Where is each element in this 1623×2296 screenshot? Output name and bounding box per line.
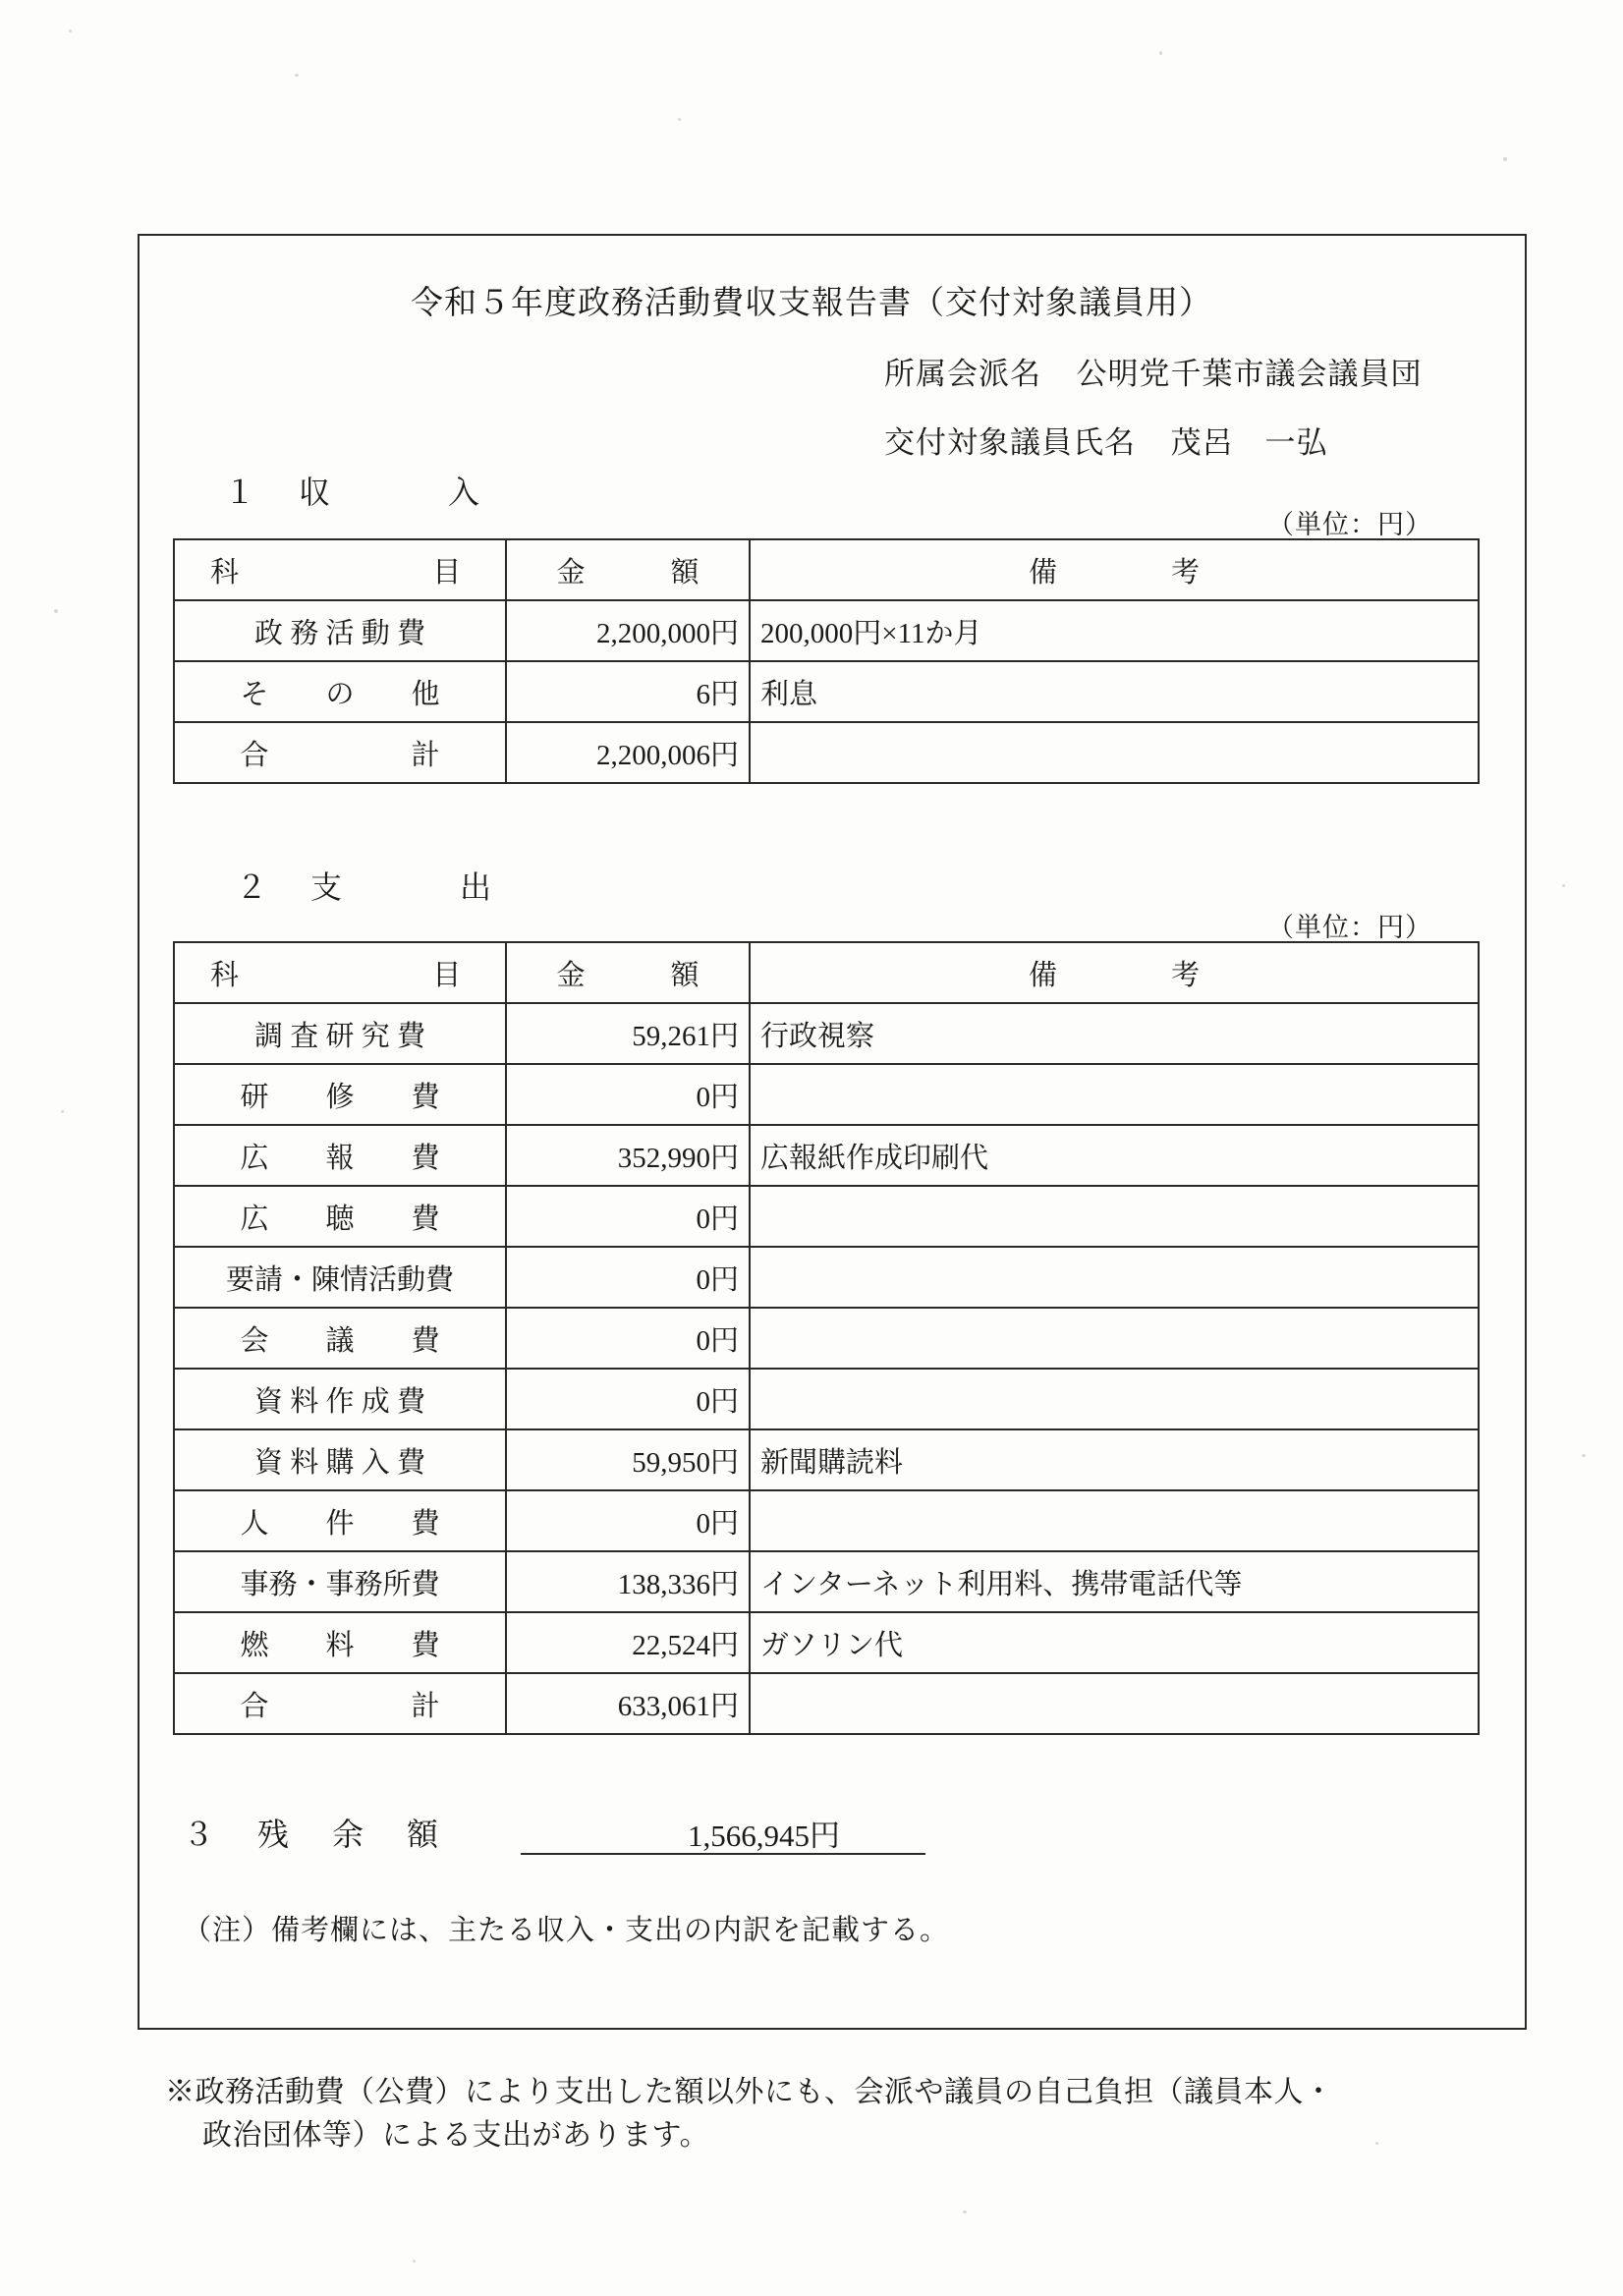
scan-speckle xyxy=(963,2211,967,2213)
expense-item: 事務・事務所費 xyxy=(174,1551,506,1612)
table-row xyxy=(174,1429,1479,1490)
income-item: 合 計 xyxy=(174,722,506,783)
expense-item: 燃 料 費 xyxy=(174,1612,506,1673)
scan-speckle xyxy=(1159,51,1162,55)
table-row xyxy=(174,1308,1479,1369)
table-row xyxy=(174,1003,1479,1064)
expense-item: 合 計 xyxy=(174,1673,506,1734)
scan-speckle xyxy=(1582,1454,1586,1457)
member-line xyxy=(884,418,1328,462)
expense-note: インターネット利用料、携帯電話代等 xyxy=(750,1551,1479,1612)
affiliation-value: 公明党千葉市議会議員団 xyxy=(1076,357,1423,391)
income-item: 政 務 活 動 費 xyxy=(174,600,506,661)
member-label: 交付対象議員氏名 xyxy=(884,425,1136,460)
expense-note: 新聞購読料 xyxy=(750,1429,1479,1490)
affiliation-label: 所属会派名 xyxy=(884,357,1041,391)
expense-col-item: 科 目 xyxy=(174,942,506,1003)
scan-speckle xyxy=(1562,884,1565,887)
table-note: （注）備考欄には、主たる収入・支出の内訳を記載する。 xyxy=(183,1915,950,1946)
expense-item: 広 報 費 xyxy=(174,1125,506,1186)
scan-speckle xyxy=(54,609,58,613)
expense-amount: 138,336円 xyxy=(506,1551,750,1612)
table-row xyxy=(174,1551,1479,1612)
scan-speckle xyxy=(295,74,299,77)
balance-heading: ３ 残 余 額 xyxy=(183,1817,445,1852)
expense-note: 広報紙作成印刷代 xyxy=(750,1125,1479,1186)
income-note xyxy=(750,722,1479,783)
expense-note xyxy=(750,1369,1479,1429)
expense-item: 資 料 購 入 費 xyxy=(174,1429,506,1490)
expense-item: 人 件 費 xyxy=(174,1490,506,1551)
expense-note xyxy=(750,1673,1479,1734)
table-header-row xyxy=(174,539,1479,600)
expense-item: 調 査 研 究 費 xyxy=(174,1003,506,1064)
table-row xyxy=(174,1490,1479,1551)
table-row xyxy=(174,661,1479,722)
expense-note: 行政視察 xyxy=(750,1003,1479,1064)
table-row xyxy=(174,1612,1479,1673)
expense-amount: 0円 xyxy=(506,1064,750,1125)
affiliation-line xyxy=(884,349,1423,393)
footnote-line-2: 政治団体等）による支出があります。 xyxy=(202,2118,710,2152)
table-row xyxy=(174,1064,1479,1125)
expense-amount: 59,261円 xyxy=(506,1003,750,1064)
scan-speckle xyxy=(61,1110,64,1113)
income-amount: 2,200,000円 xyxy=(506,600,750,661)
income-amount: 2,200,006円 xyxy=(506,722,750,783)
income-col-item: 科 目 xyxy=(174,539,506,600)
table-row xyxy=(174,600,1479,661)
expense-note xyxy=(750,1308,1479,1369)
expense-amount: 0円 xyxy=(506,1308,750,1369)
member-name: 茂呂 一弘 xyxy=(1170,425,1328,460)
expense-unit-note: （単位：円） xyxy=(1267,913,1432,942)
expense-note xyxy=(750,1064,1479,1125)
income-col-note: 備 考 xyxy=(750,539,1479,600)
income-section-heading: １ 収 入 xyxy=(224,475,486,510)
expense-note: ガソリン代 xyxy=(750,1612,1479,1673)
income-note: 利息 xyxy=(750,661,1479,722)
expense-item: 研 修 費 xyxy=(174,1064,506,1125)
balance-underline xyxy=(521,1853,925,1855)
expense-amount: 0円 xyxy=(506,1369,750,1429)
footnote xyxy=(165,2071,1501,2156)
income-unit-note: （単位：円） xyxy=(1267,510,1432,539)
table-header-row xyxy=(174,942,1479,1003)
income-col-amount: 金 額 xyxy=(506,539,750,600)
income-item: そ の 他 xyxy=(174,661,506,722)
expense-item: 会 議 費 xyxy=(174,1308,506,1369)
scan-speckle xyxy=(678,118,681,121)
expense-amount: 59,950円 xyxy=(506,1429,750,1490)
table-row xyxy=(174,1247,1479,1308)
expense-amount: 0円 xyxy=(506,1186,750,1247)
expense-note xyxy=(750,1247,1479,1308)
expense-item: 要請・陳情活動費 xyxy=(174,1247,506,1308)
expense-col-amount: 金 額 xyxy=(506,942,750,1003)
table-row xyxy=(174,1125,1479,1186)
scan-speckle xyxy=(413,2260,416,2263)
income-note: 200,000円×11か月 xyxy=(750,600,1479,661)
page-title: 令和５年度政務活動費収支報告書（交付対象議員用） xyxy=(411,286,1212,321)
expense-amount: 0円 xyxy=(506,1490,750,1551)
income-table xyxy=(173,538,1480,784)
expense-amount: 352,990円 xyxy=(506,1125,750,1186)
expense-amount: 633,061円 xyxy=(506,1673,750,1734)
expense-amount: 22,524円 xyxy=(506,1612,750,1673)
expense-item: 資 料 作 成 費 xyxy=(174,1369,506,1429)
table-row xyxy=(174,1186,1479,1247)
table-row-total xyxy=(174,1673,1479,1734)
balance-amount: 1,566,945円 xyxy=(688,1819,840,1853)
footnote-line-1: ※政務活動費（公費）により支出した額以外にも、会派や議員の自己負担（議員本人・ xyxy=(165,2076,1334,2108)
expense-item: 広 聴 費 xyxy=(174,1186,506,1247)
expense-section-heading: ２ 支 出 xyxy=(236,869,498,905)
expense-note xyxy=(750,1490,1479,1551)
expense-table xyxy=(173,941,1480,1735)
scan-speckle xyxy=(1503,157,1507,161)
income-amount: 6円 xyxy=(506,661,750,722)
expense-col-note: 備 考 xyxy=(750,942,1479,1003)
expense-note xyxy=(750,1186,1479,1247)
expense-amount: 0円 xyxy=(506,1247,750,1308)
scan-speckle xyxy=(69,29,72,32)
table-row xyxy=(174,1369,1479,1429)
table-row-total xyxy=(174,722,1479,783)
